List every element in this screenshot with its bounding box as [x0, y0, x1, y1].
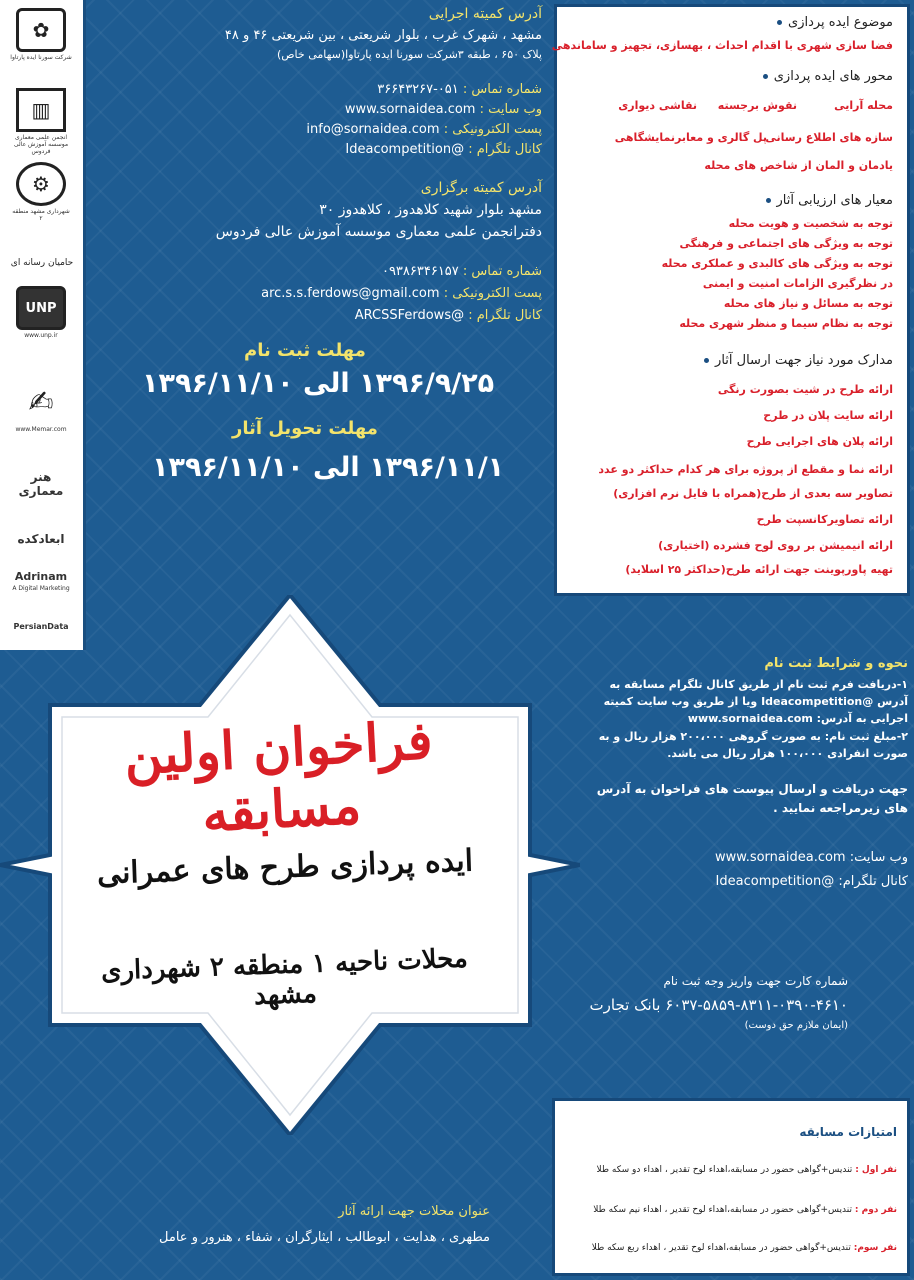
neighborhoods-section [120, 1204, 490, 1264]
axis-item: پل گالری و معابرنمایشگاهی [614, 131, 767, 144]
registration-section [578, 652, 908, 1052]
axis-item: نقوش برجسته [717, 99, 797, 112]
criteria-item: توجه به مسائل و نیاز های محله [723, 297, 893, 310]
exec-address-2: پلاک ۶۵۰ ، طبقه ۳شرکت سورنا ایده پارتاوا(سهامی خاص) [276, 48, 542, 61]
prize-first: نفر اول : تندیس+گواهی حضور در مسابقه،اهداء لوح تقدیر ، اهداء دو سکه طلا [596, 1165, 897, 1175]
subject-title: موضوع ایده پردازی [777, 15, 893, 30]
document-item: ارائه تصاویرکانسپت طرح [756, 513, 893, 526]
subject-text: فضا سازی شهری با اقدام احداث ، بهسازی، تجهیز و ساماندهی [551, 39, 893, 52]
registration-step1: ۱-دریافت فرم ثبت نام از طریق کانال تلگرام مسابقه به آدرس @Ideacompetition ویا از طریق وب سایت کمیته اجرایی به آدرس: www.sornaidea.com [603, 678, 908, 726]
host-phone-row: شماره تماس : ۰۹۳۸۶۳۴۶۱۵۷ [381, 264, 542, 279]
card-number-row: ۶۰۳۷-۵۸۵۹-۸۳۱۱-۰۳۹۰-۴۶۱۰ بانک تجارت [589, 996, 848, 1014]
document-item: ارائه انیمیشن بر روی لوح فشرده (اختیاری) [658, 539, 893, 552]
persiandata-logo: PersianData [13, 622, 69, 631]
host-address-1: مشهد بلوار شهید کلاهدوز ، کلاهدوز ۳۰ [319, 202, 542, 218]
exec-address-1: مشهد ، شهرک غرب ، بلوار شریعتی ، بین شریعتی ۴۶ و ۴۸ [224, 28, 542, 43]
registration-title: نحوه و شرایط ثبت نام [764, 656, 908, 671]
axis-item: سازه های اطلاع رسانی [765, 131, 893, 144]
prizes-card [552, 1098, 910, 1276]
registration-note: جهت دریافت و ارسال پیوست های فراخوان به آدرس های زیرمراجعه نمایید . [596, 782, 908, 815]
exec-web-link[interactable]: www.sornaidea.com [344, 102, 476, 117]
honar-logo: هنر معماری [18, 470, 64, 499]
exec-email-link[interactable]: info@sornaidea.com [306, 122, 440, 137]
sponsors-title: حامیان رسانه ای [10, 258, 74, 268]
criteria-item: در نظرگیری الزامات امنیت و ایمنی [702, 277, 893, 290]
document-item: ارائه طرح در شیت بصورت رنگی [717, 383, 893, 396]
topics-card [551, 4, 910, 596]
adrinam-logo: Adrinam A Digital Marketing [12, 570, 70, 593]
submission-deadline-title: مهلت تحویل آثار [232, 418, 378, 439]
registration-deadline-title: مهلت ثبت نام [244, 340, 366, 361]
memar-logo-icon: ✍ [28, 384, 54, 420]
host-title: آدرس کمیته برگزاری [420, 180, 542, 196]
host-email-link[interactable]: arc.s.s.ferdows@gmail.com [261, 286, 440, 301]
exec-title: آدرس کمیته اجرایی [428, 6, 542, 22]
card-holder: (ایمان ملازم حق دوست) [744, 1020, 848, 1031]
exec-email-row: پست الکترونیکی : info@sornaidea.com [306, 122, 542, 137]
document-item: تصاویر سه بعدی از طرح(همراه با فایل نرم افزاری) [613, 487, 893, 500]
ferdows-logo: ▥ انجمن علمی معماری موسسه آموزش عالی فردوس [10, 88, 72, 156]
memar-logo: ✍ www.Memar.com [10, 380, 72, 433]
exec-telegram-link[interactable]: @Ideacompetition [345, 142, 465, 157]
registration-web-link[interactable]: www.sornaidea.com [714, 850, 846, 865]
municipality-logo: ⚙ شهرداری مشهد منطقه ۲ [10, 162, 72, 222]
prize-third: نفر سوم: تندیس+گواهی حضور در مسابقه،اهداء لوح تقدیر ، اهداء ربع سکه طلا [591, 1243, 897, 1253]
submission-deadline-dates: ۱۳۹۶/۱۱/۱ الی ۱۳۹۶/۱۱/۱۰ [152, 452, 505, 483]
registration-telegram-link[interactable]: @Ideacompetition [715, 874, 835, 889]
document-item: ارائه سایت پلان در طرح [763, 409, 893, 422]
host-telegram-link[interactable]: @ARCSSFerdows [354, 308, 465, 323]
card-title: شماره کارت جهت واریز وجه ثبت نام [663, 974, 848, 988]
criteria-item: توجه به شخصیت و هویت محله [728, 217, 893, 230]
ferdows-logo-icon: ▥ [16, 88, 66, 132]
axes-title: محور های ایده پردازی [763, 69, 893, 84]
exec-web-row: وب سایت : www.sornaidea.com [344, 102, 542, 117]
document-item: ارائه پلان های اجرایی طرح [746, 435, 893, 448]
exec-phone-row: شماره تماس : ۰۵۱-۳۶۶۴۳۲۶۷ [377, 82, 542, 97]
documents-title: مدارک مورد نیاز جهت ارسال آثار [704, 353, 893, 368]
headline-location: محلات ناحیه ۱ منطقه ۲ شهرداری مشهد [100, 943, 469, 1012]
criteria-item: توجه به ویژگی های کالبدی و عملکری محله [661, 257, 893, 270]
municipality-logo-icon: ⚙ [16, 162, 66, 206]
sorna-logo: ✿ شرکت سورنا ایده پارتاوا [10, 8, 72, 61]
neighborhoods-list: مطهری ، هدایت ، ابوطالب ، ایثارگران ، شفاء ، هنرور و عامل [159, 1230, 490, 1245]
unp-logo: UNP www.unp.ir [10, 286, 72, 339]
axis-item: محله آرایی [834, 99, 893, 112]
document-item: ارائه نما و مقطع از پروژه برای هر کدام حداکثر دو عدد [598, 463, 893, 476]
unp-logo-icon: UNP [16, 286, 66, 330]
criteria-item: توجه به نظام سیما و منظر شهری محله [679, 317, 893, 330]
exec-telegram-row: کانال تلگرام : @Ideacompetition [345, 142, 542, 157]
ebadkadeh-logo: ابعادکده [17, 532, 65, 546]
host-telegram-row: کانال تلگرام : @ARCSSFerdows [354, 308, 542, 323]
registration-web-row: وب سایت: www.sornaidea.com [714, 850, 908, 865]
neighborhoods-title: عنوان محلات جهت ارائه آثار [338, 1204, 490, 1219]
headline-subtitle: ایده پردازی طرح های عمرانی [96, 843, 474, 892]
document-item: تهیه پاورپوینت جهت ارائه طرح(حداکثر ۲۵ اسلاید) [625, 563, 893, 576]
logo-sidebar [0, 0, 86, 650]
axis-item: نقاشی دیواری [618, 99, 697, 112]
host-email-row: پست الکترونیکی : arc.s.s.ferdows@gmail.com [261, 286, 542, 301]
axis-item: یادمان و المان از شاخص های محله [704, 159, 893, 172]
criteria-title: معیار های ارزیابی آثار [766, 193, 893, 208]
host-address-2: دفترانجمن علمی معماری موسسه آموزش عالی فردوس [215, 224, 542, 240]
prizes-title: امتیازات مسابقه [799, 1125, 897, 1139]
registration-step2: ۲-مبلغ ثبت نام: به صورت گروهی ۲۰۰،۰۰۰ هزار ریال و به صورت انفرادی ۱۰۰،۰۰۰ هزار ریال می باشد. [598, 730, 908, 761]
sorna-logo-icon: ✿ [16, 8, 66, 52]
headline-title: فراخوان اولین مسابقه [122, 710, 434, 845]
prize-second: نفر دوم : تندیس+گواهی حضور در مسابقه،اهداء لوح تقدیر ، اهداء نیم سکه طلا [593, 1205, 897, 1215]
registration-telegram-row: کانال تلگرام: @Ideacompetition [715, 874, 908, 889]
criteria-item: توجه به ویژگی های اجتماعی و فرهنگی [679, 237, 893, 250]
registration-deadline-dates: ۱۳۹۶/۹/۲۵ الی ۱۳۹۶/۱۱/۱۰ [142, 368, 495, 399]
